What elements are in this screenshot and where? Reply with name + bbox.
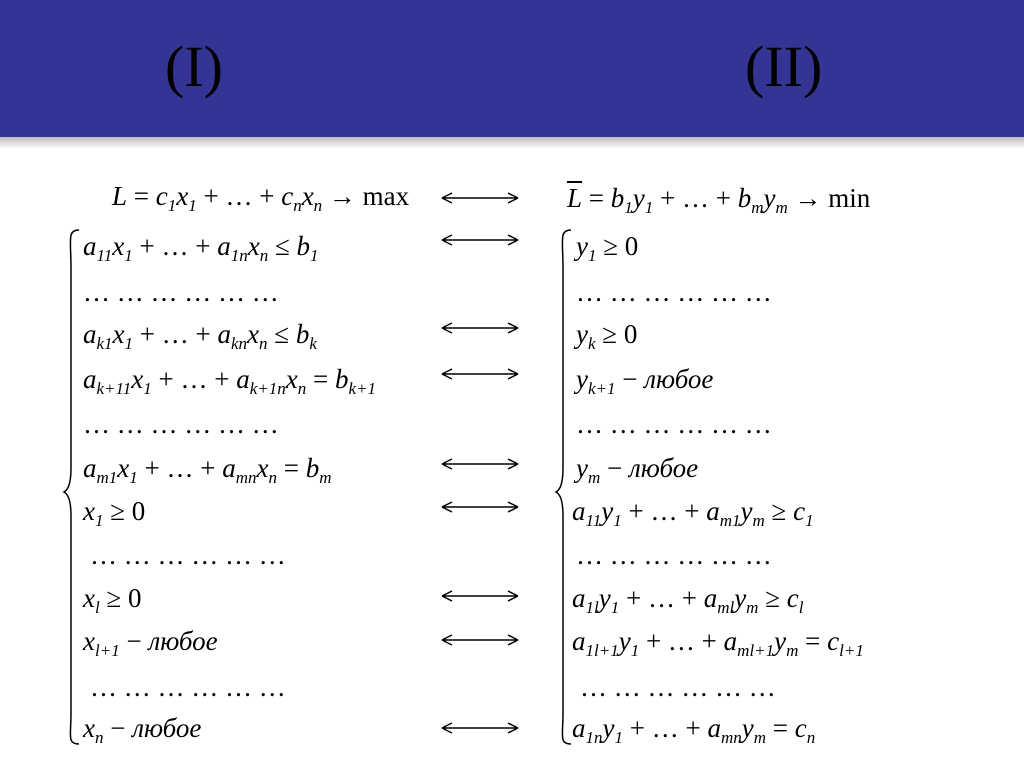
correspondence-arrow-icon <box>440 320 520 336</box>
correspondence-arrow-icon <box>440 190 520 206</box>
correspondence-arrow-icon <box>440 720 520 736</box>
left-var-xn: $x_n$ − любое <box>83 713 202 747</box>
left-ellipsis-row-3: … … … … … … <box>90 540 286 570</box>
left-ellipsis-row-4: … … … … … … <box>90 672 286 702</box>
right-constraint-n: $a_{1n}y_1$ + … + $a_{mn}y_m = c_n$ <box>572 713 816 747</box>
right-constraint-l-plus-1: $a_{1l+1}y_1$ + … + $a_{ml+1}y_m = c_{l+1}$ <box>572 626 864 660</box>
correspondence-arrow-icon <box>440 499 520 515</box>
right-constraint-l: $a_{1l}y_1$ + … + $a_{ml}y_m \ge c_l$ <box>572 583 804 617</box>
title-bar <box>0 0 1024 137</box>
right-var-ym: $y_m$ − любое <box>576 453 699 487</box>
left-var-xl-plus-1: $x_{l+1}$ − любое <box>83 626 218 660</box>
left-objective: $L = c_1x_1$ + … + $c_nx_n \to \max$ <box>112 181 410 215</box>
right-ellipsis-row-3: … … … … … … <box>576 540 772 570</box>
correspondence-arrow-icon <box>440 588 520 604</box>
left-var-x1: $x_1 \ge 0$ <box>83 496 146 530</box>
right-var-yk: $y_k \ge 0$ <box>576 319 638 353</box>
right-var-yk-plus-1: $y_{k+1}$ − любое <box>576 364 714 398</box>
left-constraint-k: $a_{k1}x_1$ + … + $a_{kn}x_n \le b_k$ <box>83 319 317 353</box>
right-brace <box>554 228 574 748</box>
correspondence-arrow-icon <box>440 366 520 382</box>
left-ellipsis-row-2: … … … … … … <box>83 409 279 439</box>
left-var-xl: $x_l \ge 0$ <box>83 583 142 617</box>
right-ellipsis-row-2: … … … … … … <box>576 409 772 439</box>
right-ellipsis-row-4: … … … … … … <box>580 672 776 702</box>
right-var-y1: $y_1 \ge 0$ <box>576 231 639 265</box>
right-constraint-1: $a_{11}y_1$ + … + $a_{m1}y_m \ge c_1$ <box>572 496 814 530</box>
left-constraint-k-plus-1: $a_{k+11}x_1$ + … + $a_{k+1n}x_n = b_{k+1}$ <box>83 364 376 398</box>
title-bar-shadow <box>0 137 1024 149</box>
left-constraint-m: $a_{m1}x_1$ + … + $a_{mn}x_n = b_m$ <box>83 453 332 487</box>
correspondence-arrow-icon <box>440 232 520 248</box>
correspondence-arrow-icon <box>440 632 520 648</box>
left-ellipsis-row-1: … … … … … … <box>83 277 279 307</box>
left-brace <box>62 228 82 748</box>
right-ellipsis-row-1: … … … … … … <box>576 277 772 307</box>
correspondence-arrow-icon <box>440 456 520 472</box>
title-problem-two: (II) <box>745 34 823 99</box>
right-objective: $\overline{L} = b_1y_1$ + … + $b_my_m \to \min$ <box>567 183 871 217</box>
title-problem-one: (I) <box>165 34 223 99</box>
left-constraint-1: $a_{11}x_1$ + … + $a_{1n}x_n \le b_1$ <box>83 231 319 265</box>
